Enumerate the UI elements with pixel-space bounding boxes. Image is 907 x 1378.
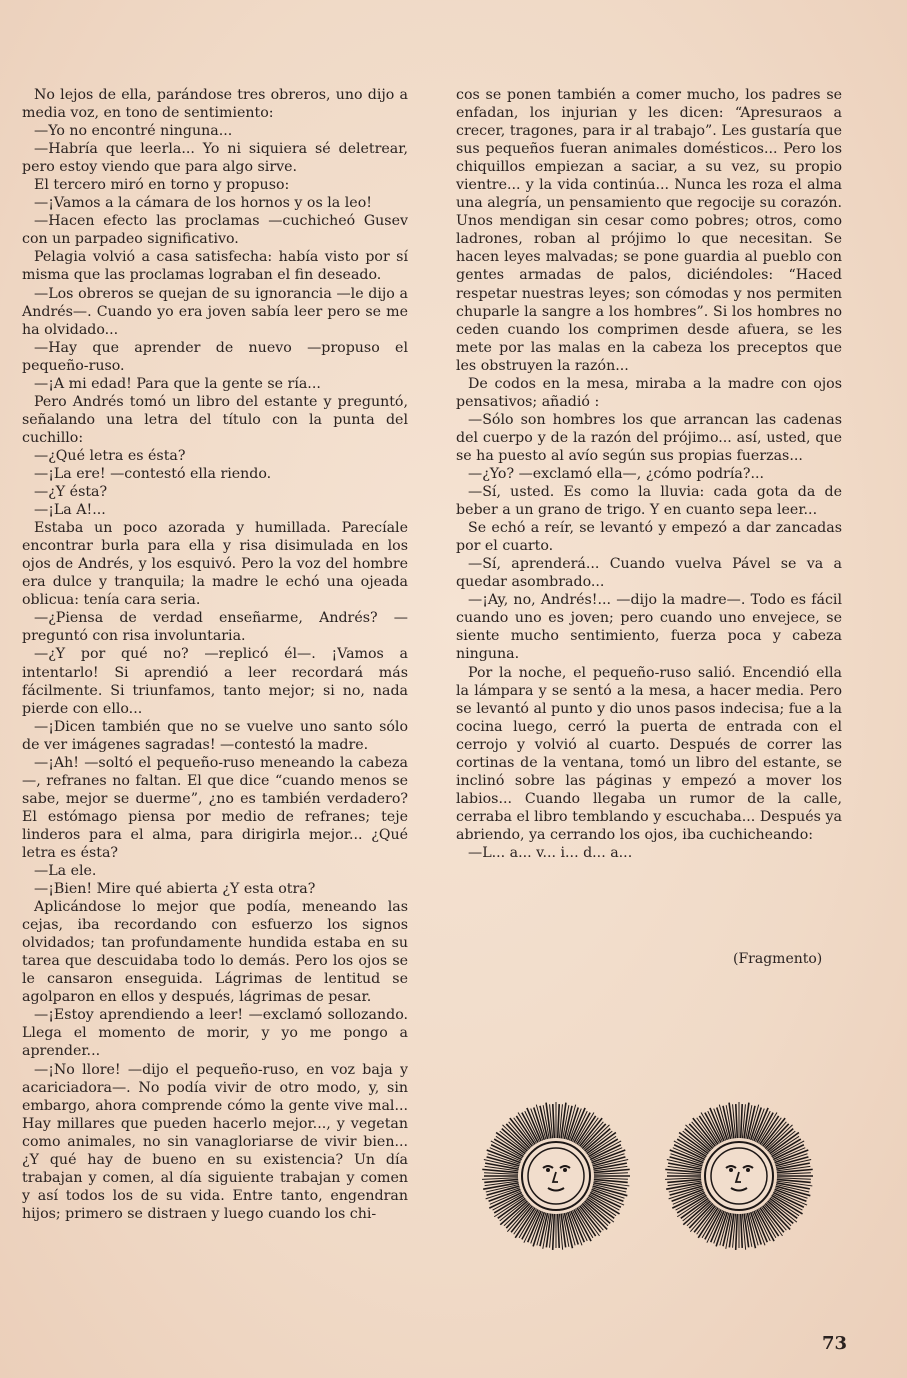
sun-ray [777, 1178, 811, 1180]
sun-ray [667, 1173, 701, 1175]
paragraph: —Yo no encontré ninguna... [34, 123, 233, 140]
paragraph: —¡La ere! —contestó ella riendo. [34, 465, 272, 482]
sun-ray [777, 1173, 811, 1175]
sun-ray [553, 1214, 555, 1250]
sun-ray [736, 1214, 738, 1250]
paragraph: —¿Qué letra es ésta? [34, 447, 186, 464]
sun-face-icon [480, 1100, 632, 1252]
paragraph: —¿Piensa de verdad enseñarme, Andrés? —preguntó con risa involuntaria. [22, 610, 408, 645]
paragraph: No lejos de ella, parándose tres obreros, uno dijo a media voz, en tono de sentimiento: [22, 87, 408, 122]
right-text-column [456, 86, 842, 862]
paragraph: —La ele. [34, 863, 97, 880]
sun-ray [594, 1178, 628, 1180]
paragraph: —¡A mi edad! Para que la gente se ría... [34, 375, 321, 392]
sun-ray [558, 1104, 560, 1138]
page-number: 73 [822, 1333, 848, 1354]
paragraph: Estaba un poco azorada y humillada. Parecíale encontrar burla para ella y risa disimulada en los ojos de Andrés, y los esquivó. Pero la voz del hombre era dulce y tranquila; la madre le echó una ojeada oblicua: tenía cara seria. [22, 520, 408, 609]
sun-face-icon [663, 1100, 815, 1252]
paragraph: —L... a... v... i... d... a... [468, 844, 633, 861]
paragraph: Por la noche, el pequeño-ruso salió. Encendió ella la lámpara y se sentó a la mesa, a hacer media. Pero se levantó al punto y dio unos pasos indecisa; fue a la cocina luego, cerró la puerta de entrada con el cerrojo y volvió al cuarto. Después de correr las cortinas de la ventana, tomó un libro del estante, se inclinó sobre las páginas y empezó a mover los labios... Cuando llegaba un rumor de la calle, cerraba el libro temblando y escuchaba... Después ya abriendo, ya cerrando los ojos, iba cuchicheando: [456, 664, 842, 843]
paragraph: —¡Ah! —soltó el pequeño-ruso meneando la cabeza—, refranes no faltan. El que dice “cuando menos se sabe, mejor se duerme”, ¿no es también verdadero? El estómago piensa por medio de refranes; teje linderos para el alma, para dirigirla mejor... ¿Qué letra es ésta? [22, 754, 408, 861]
paragraph: —Hay que aprender de nuevo —propuso el pequeño-ruso. [22, 339, 408, 374]
sun-ray [553, 1104, 555, 1138]
paragraph: —Hacen efecto las proclamas —cuchicheó Gusev con un parpadeo significativo. [22, 213, 408, 248]
fragment-note: (Fragmento) [733, 951, 823, 967]
paragraph-continuation: cos se ponen también a comer mucho, los padres se enfadan, los injurian y les dicen: “Apresuraos a crecer, tragones, para ir al trabajo”. Les gustaría que sus pequeños fueran animales domésticos... Pero los chiquillos empiezan a saciar, a su vez, su propio vientre... y la vida continúa... Nunca les roza el alma una alegría, un pensamiento que regocije su corazón. Unos mendigan sin cesar como pobres; otros, como ladrones, roban al prójimo lo que necesitan. Se hacen leyes malvadas; se pone guardia al pueblo con gentes armadas de palos, diciéndoles: “Haced respetar nuestras leyes; son cómodas y nos permiten chuparle la sangre a los hombres”. Si los hombres no ceden cuando los comprimen desde afuera, se les mete por las malas en la cabeza los preceptos que les obstruyen la razón... [456, 87, 842, 374]
paragraph: —¿Y ésta? [34, 484, 108, 501]
sun-ray [594, 1173, 628, 1175]
paragraph: —¡Estoy aprendiendo a leer! —exclamó sollozando. Llega el momento de morir, y yo me pongo a aprender... [22, 1007, 408, 1060]
paragraph: —Habría que leerla... Yo ni siquiera sé deletrear, pero estoy viendo que para algo sirve. [22, 141, 408, 176]
paragraph: —Sí, usted. Es como la lluvia: cada gota da de beber a un grano de trigo. Y en cuanto sepa leer... [456, 484, 842, 519]
sun-ray [482, 1178, 518, 1180]
paragraph: —¿Y por qué no? —replicó él—. ¡Vamos a intentarlo! Si aprendió a leer recordará más fácilmente. Si triunfamos, tanto mejor; si no, nada pierde con ello... [22, 646, 408, 717]
paragraph: Pero Andrés tomó un libro del estante y preguntó, señalando una letra del título con la punta del cuchillo: [22, 393, 408, 446]
paragraph: —¡Dicen también que no se vuelve uno santo sólo de ver imágenes sagradas! —contestó la madre. [22, 718, 408, 753]
left-text-column [22, 86, 408, 1223]
sun-ray [741, 1214, 743, 1248]
paragraph: El tercero miró en torno y propuso: [34, 177, 290, 194]
paragraph: —Sólo son hombres los que arrancan las cadenas del cuerpo y de la razón del prójimo... así, usted, que se ha puesto al avío según sus propias fuerzas... [456, 411, 842, 464]
paragraph: —¡No llore! —dijo el pequeño-ruso, en voz baja y acariciadora—. No podía vivir de otro modo, y, sin embargo, ahora comprende cómo la gente vive mal... Hay millares que pueden hacerlo mejor..., y vegetan como animales, no sin vanagloriarse de vivir bien... ¿Y qué hay de bueno en su existencia? Un día trabajan y comen, al día siguiente trabajan y comen y así todos los de su vida. Entre tanto, engendran hijos; primero se distraen y luego cuando los chi- [22, 1061, 408, 1222]
sun-ray [558, 1214, 560, 1248]
sun-ray [736, 1104, 738, 1138]
paragraph: —¡Ay, no, Andrés!... —dijo la madre—. Todo es fácil cuando uno es joven; pero cuando uno envejece, se siente mucho sentimiento, fuerza poca y cabeza ninguna. [456, 592, 842, 663]
paragraph: —¡La A!... [34, 502, 106, 519]
paragraph: —¡Vamos a la cámara de los hornos y os la leo! [34, 195, 372, 212]
paragraph: Aplicándose lo mejor que podía, meneando las cejas, iba recordando con esfuerzo los signos olvidados; tan profundamente hundida estaba en su tarea que descuidaba todo lo demás. Pero los ojos se le cansaron enseguida. Lágrimas de lentitud se agolparon en ellos y después, lágrimas de pesar. [22, 899, 408, 1006]
paragraph: Pelagia volvió a casa satisfecha: había visto por sí misma que las proclamas lograban el fin deseado. [22, 249, 408, 284]
paragraph: De codos en la mesa, miraba a la madre con ojos pensativos; añadió : [456, 375, 842, 410]
paragraph: —¡Bien! Mire qué abierta ¿Y esta otra? [34, 881, 316, 898]
paragraph: —Sí, aprenderá... Cuando vuelva Pável se va a quedar asombrado... [456, 556, 842, 591]
paragraph: —¿Yo? —exclamó ella—, ¿cómo podría?... [468, 465, 764, 482]
sun-ray [741, 1104, 743, 1138]
sun-ray [665, 1178, 701, 1180]
sun-ray [484, 1173, 518, 1175]
paragraph: Se echó a reír, se levantó y empezó a dar zancadas por el cuarto. [456, 520, 842, 555]
paragraph: —Los obreros se quejan de su ignorancia —le dijo a Andrés—. Cuando yo era joven sabía leer pero se me ha olvidado... [22, 285, 408, 338]
